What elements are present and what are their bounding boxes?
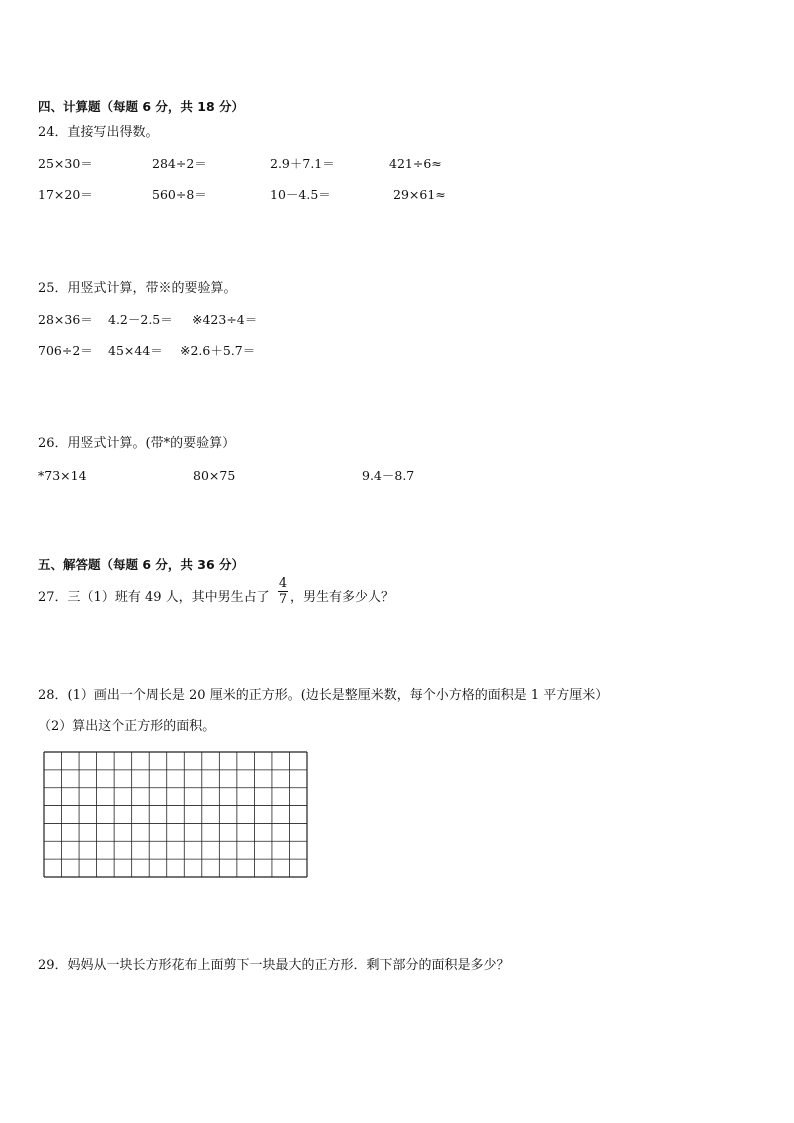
q24-item-1: 25×30＝ <box>38 156 93 171</box>
q24-item-8: 29×61≈ <box>393 187 446 202</box>
q25-item-2: 4.2－2.5＝ <box>108 312 173 327</box>
q24-item-6: 560÷8＝ <box>152 187 207 202</box>
q27-text-before: 27．三（1）班有 49 人，其中男生占了 <box>38 590 270 605</box>
section-4-title: 四、计算题（每题 6 分，共 18 分） <box>38 99 245 114</box>
q27-fraction-numerator: 4 <box>278 576 288 591</box>
q27-fraction <box>277 576 289 607</box>
q24-item-2: 284÷2＝ <box>152 156 207 171</box>
q24-item-5: 17×20＝ <box>38 187 93 202</box>
q25-item-5: 45×44＝ <box>108 343 163 358</box>
q28-line-1: 28．(1）画出一个周长是 20 厘米的正方形。(边长是整厘米数，每个小方格的面积是 1 平方厘米） <box>38 688 609 703</box>
q24-item-7: 10－4.5＝ <box>270 187 331 202</box>
q26-item-3: 9.4－8.7 <box>362 468 415 483</box>
q26-item-1: *73×14 <box>38 468 87 483</box>
q24-prompt: 24．直接写出得数。 <box>38 125 159 140</box>
q25-item-3: ※423÷4＝ <box>192 312 258 327</box>
q25-prompt: 25．用竖式计算，带※的要验算。 <box>38 281 237 296</box>
q25-item-6: ※2.6＋5.7＝ <box>180 343 256 358</box>
q28-line-2: （2）算出这个正方形的面积。 <box>38 719 216 734</box>
q26-item-2: 80×75 <box>193 468 236 483</box>
q26-prompt: 26．用竖式计算。(带*的要验算） <box>38 436 236 451</box>
q27-fraction-denominator: 7 <box>278 592 288 607</box>
q29-prompt: 29．妈妈从一块长方形花布上面剪下一块最大的正方形．剩下部分的面积是多少？ <box>38 958 510 973</box>
q27-text-after: ，男生有多少人？ <box>290 590 395 605</box>
q25-item-4: 706÷2＝ <box>38 343 93 358</box>
q25-item-1: 28×36＝ <box>38 312 93 327</box>
q28-square-grid[interactable] <box>43 751 308 878</box>
q24-item-3: 2.9＋7.1＝ <box>270 156 335 171</box>
section-5-title: 五、解答题（每题 6 分，共 36 分） <box>38 557 245 572</box>
q24-item-4: 421÷6≈ <box>389 156 442 171</box>
